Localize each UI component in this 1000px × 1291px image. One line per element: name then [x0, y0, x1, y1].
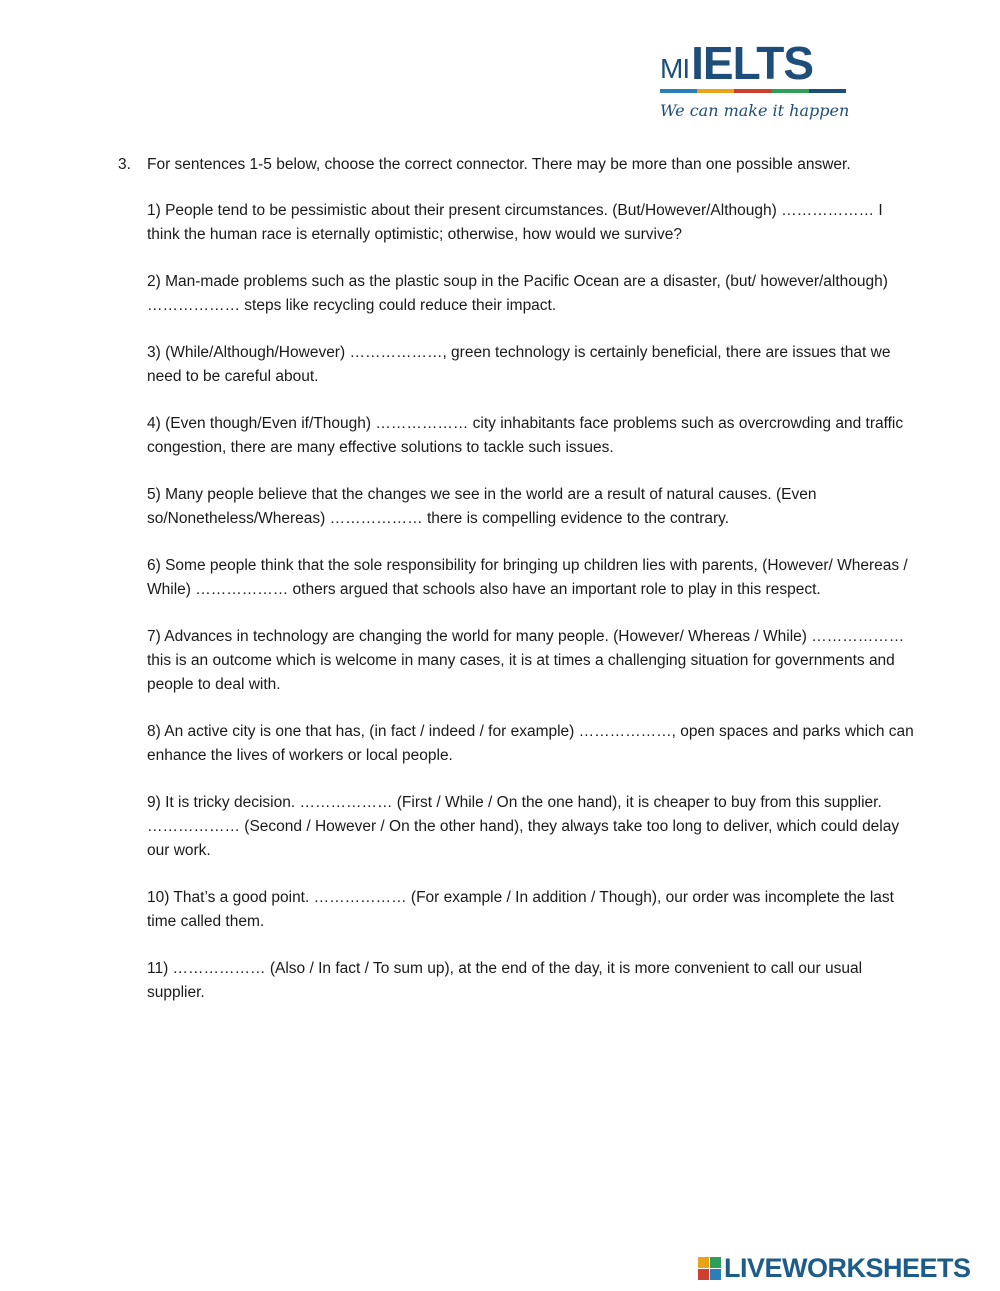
watermark-block — [698, 1269, 709, 1280]
mi-ielts-logo — [660, 38, 850, 130]
question-2: 2) Man-made problems such as the plastic soup in the Pacific Ocean are a disaster, (but/ however/although) ……………… steps like recycling could reduce their impact. — [147, 273, 888, 314]
question-11: 11) ……………… (Also / In fact / To sum up), at the end of the day, it is more convenient to call our usual supplier. — [147, 960, 863, 1001]
question-6: 6) Some people think that the sole responsibility for bringing up children lies with parents, (However/ Whereas / While) ……………… others argued that schools also have an important role to play in this respect. — [147, 557, 908, 598]
liveworksheets-watermark — [698, 1253, 994, 1283]
watermark-block — [710, 1257, 721, 1268]
question-3: 3) (While/Although/However) ………………, green technology is certainly beneficial, there are issues that we need to be careful about. — [147, 344, 891, 385]
logo-main-text: IELTS — [691, 37, 814, 89]
watermark-blocks — [698, 1257, 721, 1280]
logo-color-bar — [660, 89, 846, 93]
logo-bar-segment — [697, 89, 734, 93]
logo-tagline: We can make it happen — [660, 101, 850, 120]
watermark-block — [710, 1269, 721, 1280]
logo-bar-segment — [660, 89, 697, 93]
question-8: 8) An active city is one that has, (in fact / indeed / for example) ………………, open spaces and parks which can enhance the lives of workers or local people. — [147, 723, 914, 764]
logo-bar-segment — [809, 89, 846, 93]
question-1: 1) People tend to be pessimistic about their present circumstances. (But/However/Although) ……………… I think the human race is eternally optimistic; otherwise, how would we survive? — [147, 202, 883, 243]
logo-wordmark — [660, 37, 850, 89]
watermark-text: LIVEWORKSHEETS — [724, 1252, 971, 1283]
exercise-content — [118, 153, 918, 1028]
exercise-number: 3. — [118, 156, 131, 173]
question-10: 10) That’s a good point. ……………… (For example / In addition / Though), our order was incomplete the last time called them. — [147, 889, 894, 930]
exercise-instruction — [118, 153, 918, 177]
instruction-text: For sentences 1-5 below, choose the correct connector. There may be more than one possible answer. — [147, 156, 851, 173]
logo-prefix: MI — [660, 53, 690, 84]
question-5: 5) Many people believe that the changes we see in the world are a result of natural causes. (Even so/Nonetheless/Whereas) ……………… there is compelling evidence to the contrary. — [147, 486, 817, 527]
question-7: 7) Advances in technology are changing the world for many people. (However/ Whereas / While) ……………… this is an outcome which is welcome in many cases, it is at times a challenging situation for governments and people to deal with. — [147, 628, 905, 693]
question-9: 9) It is tricky decision. ……………… (First / While / On the one hand), it is cheaper to buy from this supplier. ……………… (Second / However / On the other hand), they always take too long to deliver, which could delay our work. — [147, 794, 900, 859]
question-4: 4) (Even though/Even if/Though) ……………… city inhabitants face problems such as overcrowding and traffic congestion, there are many effective solutions to tackle such issues. — [147, 415, 904, 456]
logo-bar-segment — [734, 89, 771, 93]
watermark-block — [698, 1257, 709, 1268]
logo-bar-segment — [772, 89, 809, 93]
